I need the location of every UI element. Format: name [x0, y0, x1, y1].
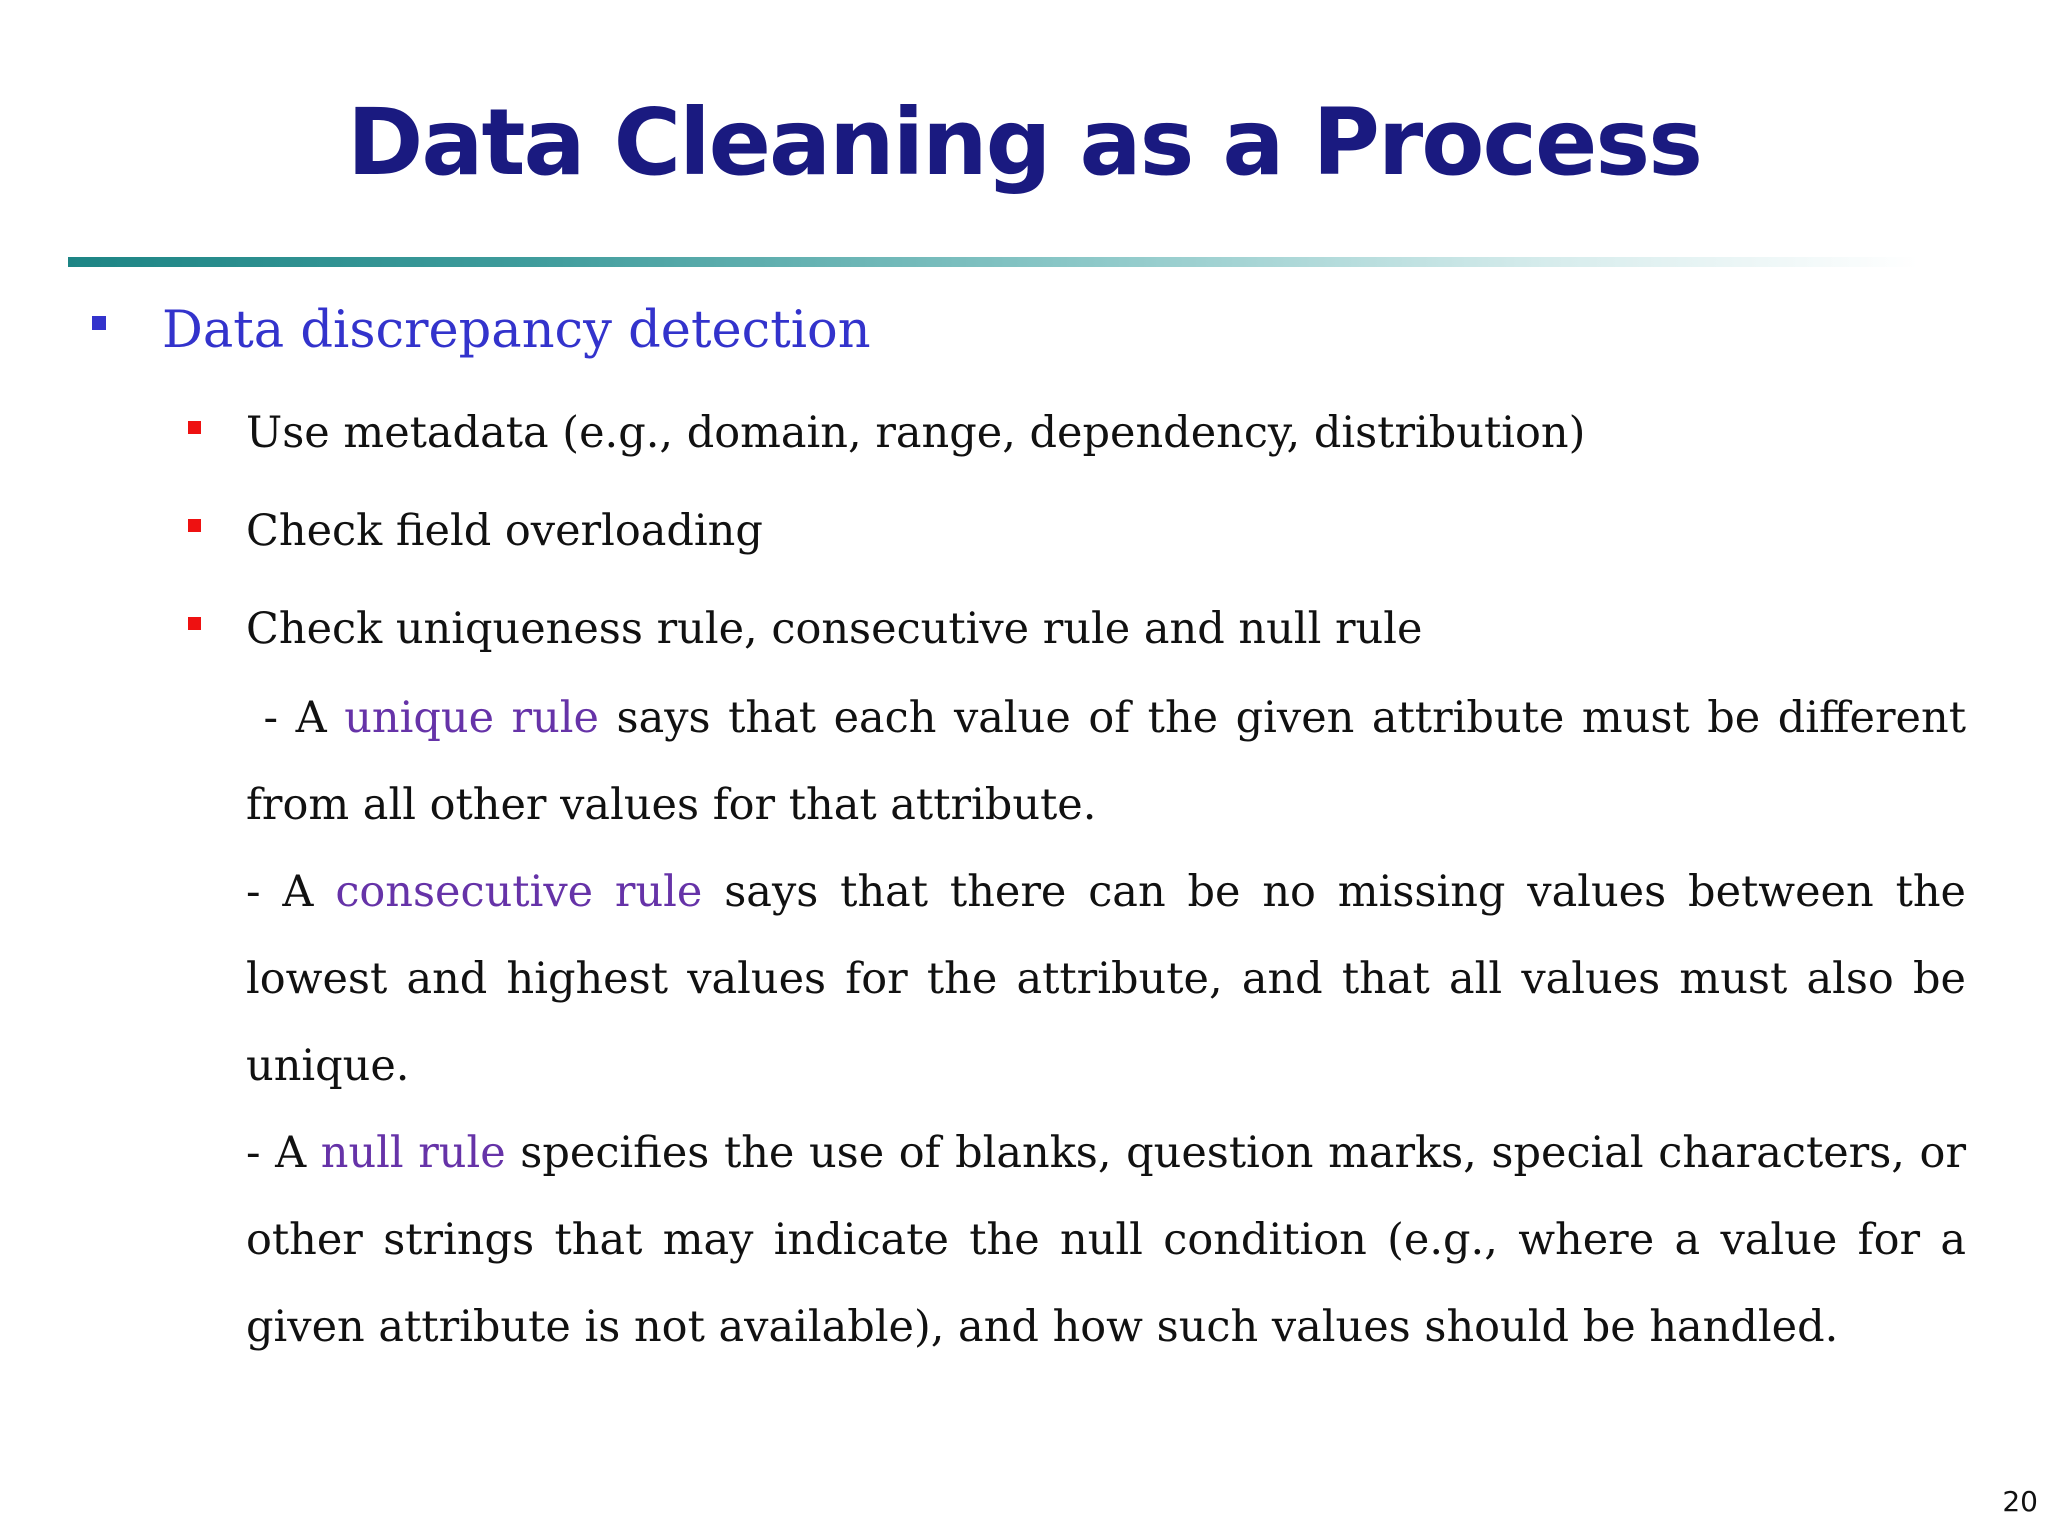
bullet-check-field-overloading: Check field overloading [246, 506, 763, 556]
rule-body: says that there can be no missing values between the lowest and highest values for the attribute, and that all values must also be unique. [246, 867, 1966, 1091]
rule-term-consecutive: consecutive rule [335, 867, 703, 917]
rule-term-null: null rule [320, 1128, 506, 1178]
title-divider [68, 257, 1918, 267]
bullet-check-uniqueness-rule: Check uniqueness rule, consecutive rule and null rule [246, 604, 1423, 654]
bullet-data-discrepancy-detection: Data discrepancy detection [162, 301, 871, 360]
square-bullet-icon [188, 421, 201, 434]
rule-prefix: - A [246, 867, 336, 917]
rule-body: says that each value of the given attribute must be different from all other values for that attribute. [246, 693, 1966, 830]
square-bullet-icon [188, 519, 201, 532]
rule-prefix: - A [246, 1128, 321, 1178]
rule-body: specifies the use of blanks, question marks, special characters, or other strings that may indicate the null condition (e.g., where a value for a given attribute is not available), and how such values should be handled. [246, 1128, 1967, 1352]
page-number: 20 [2002, 1485, 2038, 1518]
null-rule-description [246, 1110, 1966, 1371]
slide-title: Data Cleaning as a Process [347, 89, 1701, 196]
consecutive-rule-description [246, 849, 1966, 1110]
square-bullet-icon [92, 316, 106, 330]
rule-prefix: - A [246, 693, 345, 743]
bullet-use-metadata: Use metadata (e.g., domain, range, dependency, distribution) [246, 408, 1586, 458]
square-bullet-icon [188, 617, 201, 630]
rule-term-unique: unique rule [344, 693, 599, 743]
unique-rule-description [246, 675, 1966, 849]
